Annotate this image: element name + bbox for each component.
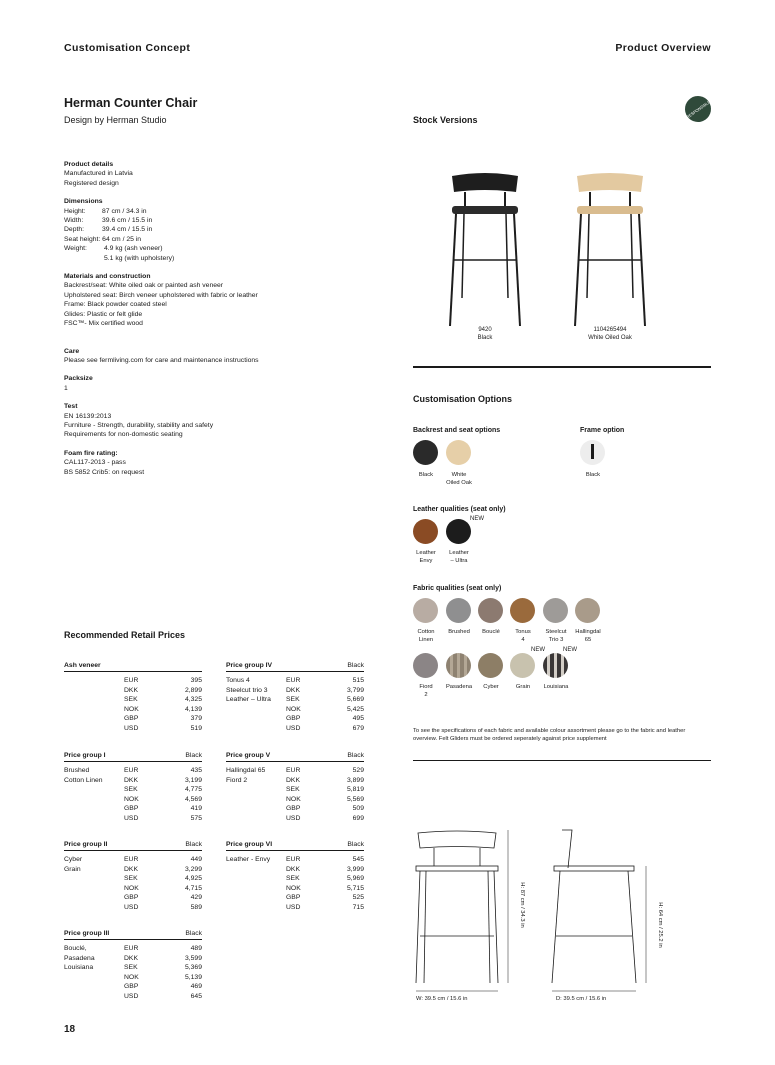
fabric-note: To see the specifications of each fabric and available colour assortment please go to the fabric and leather overview. Felt Gliders must be ordered seperately against price supplement bbox=[413, 728, 686, 742]
currency: NOK bbox=[286, 884, 301, 892]
currency: NOK bbox=[124, 973, 139, 981]
currency: SEK bbox=[124, 696, 138, 704]
materials-line: Backrest/seat: White oiled oak or painted ash veneer bbox=[64, 282, 224, 290]
width-label: W: 39.5 cm / 15.6 in bbox=[416, 996, 468, 1002]
price-table bbox=[226, 662, 364, 734]
price-value: 5,715 bbox=[346, 884, 364, 892]
price-table-header bbox=[64, 662, 202, 672]
swatch-frame-black bbox=[580, 440, 605, 465]
price-group-items bbox=[64, 766, 122, 785]
price-value: 5,669 bbox=[346, 696, 364, 704]
swatch-label: Grain bbox=[515, 684, 531, 690]
price-group-item: Pasadena bbox=[64, 954, 95, 962]
price-value: 4,715 bbox=[184, 884, 202, 892]
price-value: 419 bbox=[190, 805, 202, 813]
price-value: 5,569 bbox=[346, 795, 364, 803]
new-label: NEW bbox=[563, 647, 577, 653]
stock-code: 1104265494 bbox=[593, 327, 627, 333]
price-value: 3,899 bbox=[346, 776, 364, 784]
price-row bbox=[124, 714, 202, 724]
swatch-cyber bbox=[478, 653, 503, 678]
note-divider bbox=[413, 760, 711, 761]
backrest-title: Backrest and seat options bbox=[413, 427, 501, 434]
price-group-colour: Black bbox=[347, 752, 364, 759]
test-title: Test bbox=[64, 403, 78, 411]
price-value: 449 bbox=[190, 856, 202, 863]
dimensions-title: Dimensions bbox=[64, 198, 103, 206]
swatch-label: Steelcut Trio 3 bbox=[545, 629, 567, 643]
price-group-items bbox=[64, 944, 122, 973]
price-value: 589 bbox=[190, 903, 202, 911]
price-group-colour: Black bbox=[185, 930, 202, 937]
price-row bbox=[286, 676, 364, 686]
price-value: 5,425 bbox=[346, 705, 364, 713]
price-group-items bbox=[226, 676, 284, 705]
swatch-boucle bbox=[478, 598, 503, 623]
price-row bbox=[286, 804, 364, 814]
price-row bbox=[124, 865, 202, 875]
product-line: Manufactured in Latvia bbox=[64, 170, 133, 178]
price-value: 5,369 bbox=[184, 964, 202, 972]
dim-key: Height: bbox=[64, 207, 86, 215]
swatch-fiord-2 bbox=[413, 653, 438, 678]
product-designer: Design by Herman Studio bbox=[64, 115, 167, 125]
swatch-leather-envy bbox=[413, 519, 438, 544]
price-row bbox=[124, 785, 202, 795]
price-table-header bbox=[226, 752, 364, 762]
swatch-label: Pasadena bbox=[445, 684, 473, 690]
price-row bbox=[286, 766, 364, 776]
product-name: Herman Counter Chair bbox=[64, 96, 198, 110]
care-line: Please see fermliving.com for care and maintenance instructions bbox=[64, 356, 259, 364]
price-group-colour: Black bbox=[347, 662, 364, 669]
price-row bbox=[286, 903, 364, 913]
seat-height: Seat height: 64 cm / 25 in bbox=[64, 235, 142, 243]
swatch-label: Cyber bbox=[483, 684, 499, 690]
price-group-items bbox=[226, 766, 284, 785]
currency: EUR bbox=[124, 767, 139, 774]
swatch-brushed bbox=[446, 598, 471, 623]
price-group-item: Louisiana bbox=[64, 964, 94, 972]
swatch-louisiana bbox=[543, 653, 568, 678]
currency: GBP bbox=[124, 715, 139, 723]
swatch-label: Leather – Ultra bbox=[449, 550, 469, 564]
details-column bbox=[64, 160, 384, 477]
swatch-label: Brushed bbox=[448, 629, 470, 635]
price-table-header bbox=[226, 841, 364, 851]
price-row bbox=[124, 766, 202, 776]
chair-black-image bbox=[440, 168, 530, 328]
currency: SEK bbox=[286, 786, 300, 794]
stock-code: 9420 bbox=[478, 327, 492, 333]
swatch-label: Hallingdal 65 bbox=[575, 629, 601, 643]
price-row bbox=[124, 695, 202, 705]
price-group-item: Tonus 4 bbox=[226, 677, 250, 684]
price-group-item: Leather – Ultra bbox=[226, 696, 271, 704]
seat-height-label: H: 64 cm / 25.2 in bbox=[657, 902, 663, 948]
product-details-title: Product details bbox=[64, 161, 114, 168]
price-value: 435 bbox=[190, 767, 202, 774]
currency: GBP bbox=[286, 894, 301, 902]
price-value: 429 bbox=[190, 894, 202, 902]
swatch-tonus-4 bbox=[510, 598, 535, 623]
swatch-label: Bouclé bbox=[482, 629, 500, 635]
currency: GBP bbox=[124, 983, 139, 991]
currency: GBP bbox=[124, 894, 139, 902]
price-row bbox=[124, 874, 202, 884]
price-value: 395 bbox=[190, 677, 202, 684]
price-value: 379 bbox=[190, 715, 202, 723]
dim-key: Depth: bbox=[64, 226, 85, 234]
price-value: 489 bbox=[190, 945, 202, 952]
header-right: Product Overview bbox=[615, 42, 711, 54]
price-row bbox=[286, 724, 364, 734]
header-left: Customisation Concept bbox=[64, 42, 191, 54]
weight-value: 4.9 kg (ash veneer) bbox=[104, 245, 163, 253]
price-row bbox=[286, 874, 364, 884]
currency: EUR bbox=[124, 677, 139, 684]
materials-title: Materials and construction bbox=[64, 273, 151, 281]
weight-value-2: 5.1 kg (with upholstery) bbox=[104, 254, 175, 262]
price-row bbox=[124, 903, 202, 913]
currency: DKK bbox=[124, 954, 138, 962]
price-group-name: Price group I bbox=[64, 752, 106, 759]
product-line: Registered design bbox=[64, 179, 119, 187]
currency: USD bbox=[124, 992, 139, 1000]
currency: NOK bbox=[286, 795, 301, 803]
price-table-header bbox=[226, 662, 364, 672]
foam-title: Foam fire rating: bbox=[64, 449, 118, 457]
currency: USD bbox=[124, 724, 139, 732]
stock-item bbox=[570, 326, 650, 342]
price-row bbox=[124, 676, 202, 686]
foam-line: CAL117-2013 - pass bbox=[64, 459, 126, 467]
swatch-label: Leather Envy bbox=[416, 550, 436, 564]
currency: SEK bbox=[286, 696, 300, 704]
packsize-title: Packsize bbox=[64, 375, 93, 383]
currency: NOK bbox=[124, 795, 139, 803]
price-group-item: Leather - Envy bbox=[226, 856, 271, 863]
price-table bbox=[64, 930, 202, 1002]
price-value: 3,299 bbox=[184, 865, 202, 873]
price-row bbox=[286, 695, 364, 705]
swatch-pasadena bbox=[446, 653, 471, 678]
price-value: 509 bbox=[352, 805, 364, 813]
price-row bbox=[124, 992, 202, 1002]
test-line: Requirements for non-domestic seating bbox=[64, 431, 183, 439]
price-row bbox=[286, 884, 364, 894]
price-group-item: Cyber bbox=[64, 856, 83, 863]
price-value: 5,969 bbox=[346, 875, 364, 883]
price-table bbox=[226, 841, 364, 913]
foam-line: BS 5852 Crib5: on request bbox=[64, 468, 145, 476]
price-value: 3,999 bbox=[346, 865, 364, 873]
swatch-label: Louisiana bbox=[543, 684, 569, 690]
technical-drawings bbox=[412, 828, 712, 1008]
price-value: 3,799 bbox=[346, 686, 364, 694]
currency: USD bbox=[286, 724, 301, 732]
price-table-header bbox=[64, 841, 202, 851]
stock-item bbox=[455, 326, 515, 342]
price-value: 679 bbox=[352, 724, 364, 732]
price-value: 4,569 bbox=[184, 795, 202, 803]
price-value: 4,139 bbox=[184, 705, 202, 713]
test-line: EN 16139:2013 bbox=[64, 412, 112, 420]
chair-oak-image bbox=[565, 168, 655, 328]
price-row bbox=[124, 954, 202, 964]
price-row bbox=[124, 804, 202, 814]
price-value: 3,599 bbox=[184, 954, 202, 962]
responsible-badge: RESPONSIBLE bbox=[680, 91, 716, 127]
price-value: 2,899 bbox=[184, 686, 202, 694]
price-group-name: Price group VI bbox=[226, 841, 273, 848]
price-group-items bbox=[226, 855, 284, 865]
price-row bbox=[124, 973, 202, 983]
section-divider bbox=[413, 366, 711, 368]
price-row bbox=[124, 963, 202, 973]
price-value: 525 bbox=[352, 894, 364, 902]
currency: DKK bbox=[286, 865, 300, 873]
swatch-white-oiled-oak bbox=[446, 440, 471, 465]
currency: DKK bbox=[124, 776, 138, 784]
currency: GBP bbox=[286, 805, 301, 813]
price-row bbox=[124, 982, 202, 992]
price-group-item: Steelcut trio 3 bbox=[226, 686, 268, 694]
currency: EUR bbox=[124, 945, 139, 952]
depth-label: D: 39.5 cm / 15.6 in bbox=[556, 996, 607, 1002]
price-table bbox=[64, 662, 202, 734]
price-row bbox=[286, 776, 364, 786]
currency: DKK bbox=[286, 776, 300, 784]
frame-title: Frame option bbox=[580, 427, 625, 434]
price-row bbox=[124, 893, 202, 903]
price-row bbox=[286, 865, 364, 875]
materials-line: Glides: Plastic or felt glide bbox=[64, 310, 143, 318]
currency: EUR bbox=[124, 856, 139, 863]
price-row bbox=[286, 855, 364, 865]
page-number: 18 bbox=[64, 1024, 76, 1035]
currency: GBP bbox=[124, 805, 139, 813]
materials-line: Frame: Black powder coated steel bbox=[64, 301, 167, 309]
new-label: NEW bbox=[531, 647, 545, 653]
price-group-item: Bouclé, bbox=[64, 945, 87, 952]
price-group-name: Price group IV bbox=[226, 662, 273, 669]
fabric-title: Fabric qualities (seat only) bbox=[413, 585, 502, 592]
currency: NOK bbox=[124, 705, 139, 713]
price-group-name: Price group III bbox=[64, 930, 110, 937]
price-group-item: Brushed bbox=[64, 767, 90, 774]
price-table bbox=[64, 752, 202, 824]
price-group-name: Ash veneer bbox=[64, 662, 101, 669]
price-row bbox=[124, 776, 202, 786]
currency: USD bbox=[286, 903, 301, 911]
price-value: 4,325 bbox=[184, 696, 202, 704]
currency: EUR bbox=[286, 767, 301, 774]
currency: DKK bbox=[124, 865, 138, 873]
price-value: 3,199 bbox=[184, 776, 202, 784]
price-row bbox=[286, 714, 364, 724]
dim-value: 87 cm / 34.3 in bbox=[102, 207, 147, 215]
price-table bbox=[226, 752, 364, 824]
price-value: 529 bbox=[352, 767, 364, 774]
height-label: H: 87 cm / 34.3 in bbox=[519, 882, 525, 928]
price-value: 545 bbox=[352, 856, 364, 863]
swatch-steelcut-trio-3 bbox=[543, 598, 568, 623]
currency: NOK bbox=[124, 884, 139, 892]
currency: SEK bbox=[124, 786, 138, 794]
price-row bbox=[124, 705, 202, 715]
price-value: 715 bbox=[352, 903, 364, 911]
price-row bbox=[124, 686, 202, 696]
currency: USD bbox=[286, 814, 301, 822]
swatch-label: Black bbox=[585, 472, 601, 478]
swatch-hallingdal-65 bbox=[575, 598, 600, 623]
materials-line: FSC™- Mix certified wood bbox=[64, 320, 143, 328]
price-value: 645 bbox=[190, 992, 202, 1000]
price-value: 5,819 bbox=[346, 786, 364, 794]
currency: EUR bbox=[286, 856, 301, 863]
materials-line: Upholstered seat: Birch veneer upholstered with fabric or leather bbox=[64, 291, 258, 299]
swatch-label: Fiord 2 bbox=[419, 684, 433, 698]
price-row bbox=[286, 795, 364, 805]
price-group-item: Grain bbox=[64, 865, 81, 873]
price-row bbox=[286, 814, 364, 824]
price-group-colour: Black bbox=[185, 841, 202, 848]
new-label: NEW bbox=[470, 516, 484, 522]
currency: EUR bbox=[286, 677, 301, 684]
price-group-colour: Black bbox=[185, 752, 202, 759]
price-value: 5,139 bbox=[184, 973, 202, 981]
prices-title: Recommended Retail Prices bbox=[64, 630, 186, 640]
price-group-item: Fiord 2 bbox=[226, 776, 248, 784]
price-group-colour: Black bbox=[347, 841, 364, 848]
price-row bbox=[286, 686, 364, 696]
weight-key: Weight: bbox=[64, 245, 87, 253]
currency: DKK bbox=[286, 686, 300, 694]
currency: USD bbox=[124, 903, 139, 911]
swatch-label: White Oiled Oak bbox=[446, 472, 472, 486]
swatch-cotton-linen bbox=[413, 598, 438, 623]
currency: GBP bbox=[286, 715, 301, 723]
currency: USD bbox=[124, 814, 139, 822]
price-value: 4,925 bbox=[184, 875, 202, 883]
price-row bbox=[124, 724, 202, 734]
price-row bbox=[124, 944, 202, 954]
dim-key: Width: bbox=[64, 217, 84, 225]
swatch-grain bbox=[510, 653, 535, 678]
stock-colour: White Oiled Oak bbox=[588, 335, 632, 341]
price-group-items bbox=[64, 855, 122, 874]
price-value: 515 bbox=[352, 677, 364, 684]
swatch-label: Black bbox=[418, 472, 434, 478]
price-group-name: Price group V bbox=[226, 752, 271, 759]
price-value: 699 bbox=[352, 814, 364, 822]
currency: DKK bbox=[124, 686, 138, 694]
care-title: Care bbox=[64, 347, 80, 355]
price-row bbox=[286, 893, 364, 903]
currency: NOK bbox=[286, 705, 301, 713]
swatch-label: Tonus 4 bbox=[515, 629, 531, 643]
swatch-label: Cotton Linen bbox=[417, 629, 435, 643]
price-row bbox=[124, 795, 202, 805]
price-value: 495 bbox=[352, 715, 364, 723]
stock-title: Stock Versions bbox=[413, 115, 478, 125]
stock-colour: Black bbox=[477, 335, 493, 341]
swatch-leather-ultra bbox=[446, 519, 471, 544]
test-line: Furniture - Strength, durability, stability and safety bbox=[64, 421, 214, 429]
currency: SEK bbox=[286, 875, 300, 883]
price-row bbox=[286, 785, 364, 795]
price-value: 4,775 bbox=[184, 786, 202, 794]
price-value: 469 bbox=[190, 983, 202, 991]
price-value: 575 bbox=[190, 814, 202, 822]
currency: SEK bbox=[124, 964, 138, 972]
price-table bbox=[64, 841, 202, 913]
price-value: 519 bbox=[190, 724, 202, 732]
customisation-title: Customisation Options bbox=[413, 394, 512, 404]
price-group-item: Cotton Linen bbox=[64, 776, 103, 784]
leather-title: Leather qualities (seat only) bbox=[413, 506, 506, 513]
packsize-value: 1 bbox=[64, 384, 68, 392]
price-group-name: Price group II bbox=[64, 841, 108, 848]
frame-leg-icon bbox=[591, 444, 594, 459]
dim-value: 39.6 cm / 15.5 in bbox=[102, 217, 153, 225]
price-row bbox=[124, 855, 202, 865]
price-group-item: Hallingdal 65 bbox=[226, 767, 266, 774]
swatch-black bbox=[413, 440, 438, 465]
currency: SEK bbox=[124, 875, 138, 883]
price-row bbox=[286, 705, 364, 715]
price-table-header bbox=[64, 930, 202, 940]
price-table-header bbox=[64, 752, 202, 762]
price-row bbox=[124, 884, 202, 894]
dim-value: 39.4 cm / 15.5 in bbox=[102, 226, 153, 234]
price-row bbox=[124, 814, 202, 824]
